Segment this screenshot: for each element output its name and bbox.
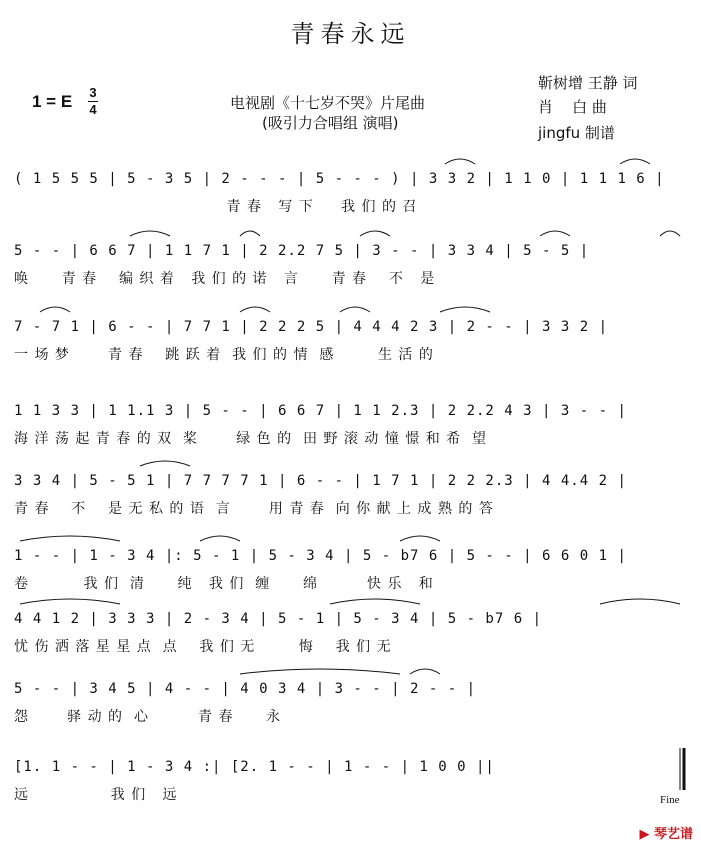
slur-mark [240,307,270,312]
lyric-line: 忧 伤 洒 落 星 星 点 点 我 们 无 悔 我 们 无 [14,639,392,655]
fine-label: Fine [660,794,680,806]
slur-mark [330,599,420,604]
lyric-line: 怨 驿 动 的 心 青 春 永 [14,709,282,725]
slur-mark [20,599,120,604]
slur-mark [240,669,400,674]
lyric-line: 一 场 梦 青 春 跳 跃 着 我 们 的 情 感 生 活 的 [14,347,434,363]
lyric-line: 青 春 写 下 我 们 的 召 [14,199,418,215]
slur-mark [360,231,390,236]
notation-line: 3 3 4 | 5 - 5 1 | 7 7 7 7 1 | 6 - - | 1 7 1 | 2 2 2.3 | 4 4.4 2 | [14,473,627,489]
slur-mark [200,536,240,541]
transcriber-credit: jingfu 制谱 [538,124,615,142]
watermark-logo [639,823,693,842]
slur-mark [540,231,570,236]
watermark-text: 琴艺谱 [653,827,693,842]
subtitle: 电视剧《十七岁不哭》片尾曲 [230,94,426,112]
performer: (吸引力合唱组 演唱) [262,114,399,132]
notation-row [14,400,686,422]
notation-row [14,756,686,778]
slur-mark [400,536,440,541]
lyric-line: 远 我 们 远 [14,787,178,803]
notation-line: 5 - - | 6 6 7 | 1 1 7 1 | 2 2.2 7 5 | 3 - - | 3 3 4 | 5 - 5 | [14,243,590,259]
lyric-line: 卷 我 们 清 纯 我 们 缠 绵 快 乐 和 [14,576,434,592]
key-signature: 1 = E [32,92,73,111]
slur-mark [445,159,475,164]
notation-row [14,316,686,338]
notation-line: 7 - 7 1 | 6 - - | 7 7 1 | 2 2 2 5 | 4 4 4 2 3 | 2 - - | 3 3 2 | [14,319,609,335]
slur-mark [600,599,680,604]
lyric-line: 青 春 不 是 无 私 的 语 言 用 青 春 向 你 献 上 成 熟 的 答 [14,501,494,517]
slur-mark [410,669,440,674]
time-signature-top: 3 [89,85,97,100]
slur-mark [140,461,190,466]
watermark-icon: ▶ [639,827,650,842]
lyric-line: 海 洋 荡 起 青 春 的 双 桨 绿 色 的 田 野 滚 动 憧 憬 和 希 望 [14,431,488,447]
notation-row [14,545,686,567]
lyric-line: 唤 青 春 编 织 着 我 们 的 诺 言 青 春 不 是 [14,271,436,287]
slur-mark [340,307,370,312]
notation-row [14,240,686,262]
notation-line: 4 4 1 2 | 3 3 3 | 2 - 3 4 | 5 - 1 | 5 - 3 4 | 5 - b7 6 | [14,611,543,627]
notation-line: 1 1 3 3 | 1 1.1 3 | 5 - - | 6 6 7 | 1 1 2.3 | 2 2.2 4 3 | 3 - - | [14,403,627,419]
time-signature [88,86,98,117]
notation-line: ( 1 5 5 5 | 5 - 3 5 | 2 - - - | 5 - - - ) | 3 3 2 | 1 1 0 | 1 1 1 6 | [14,171,665,187]
notation-line: 5 - - | 3 4 5 | 4 - - | 4 0 3 4 | 3 - - | 2 - - | [14,681,477,697]
notation-row [14,470,686,492]
notation-row [14,608,686,630]
slur-mark [440,307,490,312]
time-signature-bottom: 4 [89,102,97,117]
composer-credit: 肖 白 曲 [538,98,607,116]
slur-mark [130,231,170,236]
notation-line: [1. 1 - - | 1 - 3 4 :| [2. 1 - - | 1 - - | 1 0 0 || [14,759,495,775]
slur-mark [660,231,680,236]
slur-mark [620,159,650,164]
notation-row [14,168,686,190]
notation-line: 1 - - | 1 - 3 4 |: 5 - 1 | 5 - 3 4 | 5 - b7 6 | 5 - - | 6 6 0 1 | [14,548,627,564]
notation-row [14,678,686,700]
song-title: 青春永远 [290,20,411,48]
slur-mark [240,231,260,236]
slur-mark [40,307,70,312]
slur-mark [20,536,120,541]
lyricist-credit: 靳树增 王静 词 [538,74,638,92]
